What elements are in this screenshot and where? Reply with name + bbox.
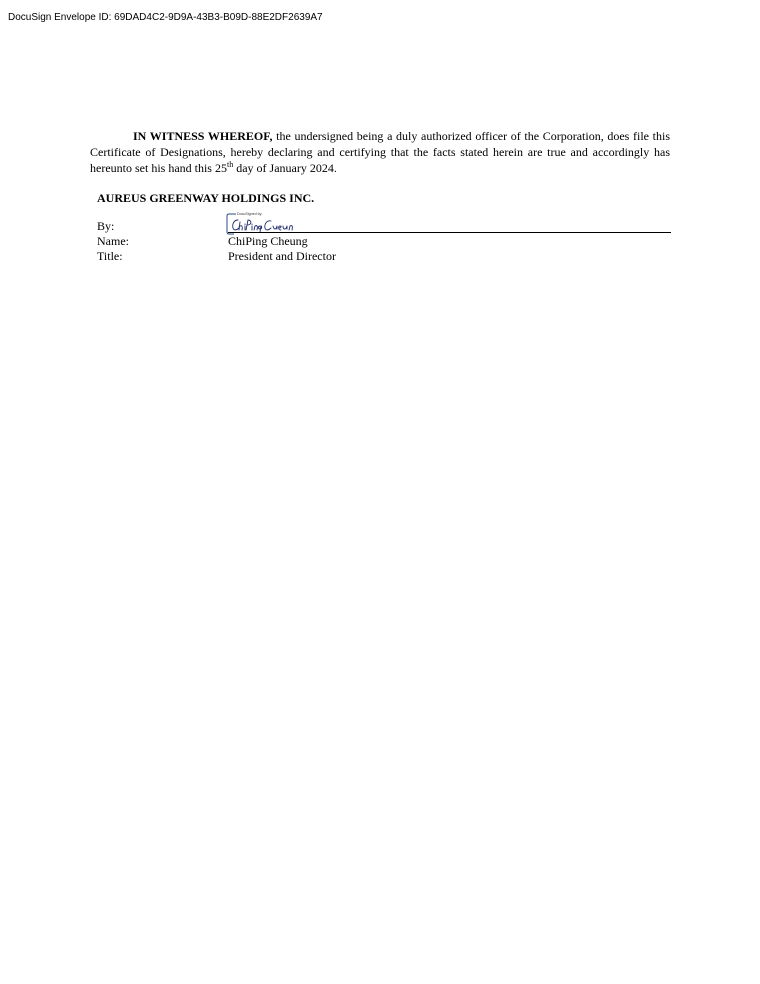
date-superscript: th — [226, 160, 234, 169]
signature-line — [228, 232, 671, 233]
envelope-id: DocuSign Envelope ID: 69DAD4C2-9D9A-43B3-B09D-88E2DF2639A7 — [8, 12, 323, 23]
name-value: ChiPing Cheung — [228, 234, 308, 248]
title-value: President and Director — [228, 249, 336, 263]
name-label: Name: — [97, 234, 129, 248]
company-name: AUREUS GREENWAY HOLDINGS INC. — [97, 191, 315, 205]
handwritten-signature — [231, 218, 293, 232]
title-label: Title: — [97, 249, 123, 263]
docusign-caption: DocuSigned by: — [237, 212, 263, 216]
by-label: By: — [97, 219, 115, 233]
witness-text-2: day of January 2024. — [233, 161, 337, 175]
witness-lead: IN WITNESS WHEREOF, — [133, 129, 273, 143]
witness-paragraph — [90, 128, 670, 176]
witness-text-1: the undersigned being a duly authorized officer of the Corporation, does file this Certificate of Designations, hereby declaring and certifying that the facts stated herein are true and accordingly has hereunto set his hand this 25 — [90, 129, 670, 175]
